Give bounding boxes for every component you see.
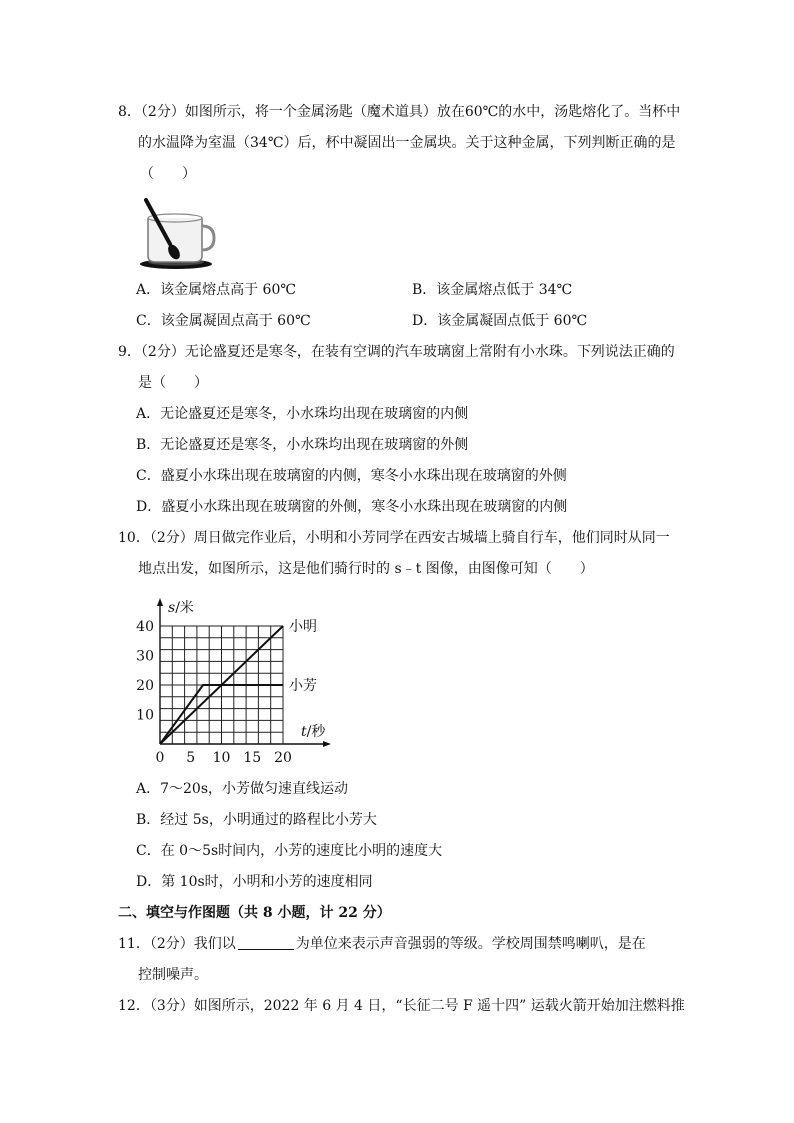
x-tick-label: 5 [186,750,196,766]
section-heading: 二、填空与作图题（共 8 小题，计 22 分） [118,905,391,921]
x-axis-arrow [323,741,331,747]
cup-spoon-figure [136,194,216,274]
q9-line-1: 9．（2分）无论盛夏还是寒冬，在装有空调的汽车玻璃窗上常附有小水珠。下列说法正确的 [118,344,675,360]
s-t-chart [130,588,350,768]
q9-option-d[interactable]: D．盛夏小水珠出现在玻璃窗的外侧，寒冬小水珠出现在玻璃窗的内侧 [136,499,568,515]
q10-option-d[interactable]: D．第 10s时，小明和小芳的速度相同 [136,874,373,890]
q11-line-1 [118,934,646,954]
x-axis-label: t/秒 [301,724,326,740]
series-label-xiaofang: 小芳 [289,678,317,694]
q8-answer-paren: （ ） [140,166,196,182]
x-tick-label: 20 [274,750,292,766]
q8-option-c[interactable]: C．该金属凝固点高于 60℃ [136,313,311,329]
y-tick-label: 10 [136,707,154,724]
x-tick-label: 10 [212,750,231,766]
q8-line-2: 的水温降为室温（34℃）后，杯中凝固出一金属块。关于这种金属，下列判断正确的是 [138,135,676,151]
q12-line-1: 12．（3分）如图所示，2022 年 6 月 4 日，“长征二号 F 遥十四” 运载火箭开始加注燃料推 [118,998,685,1014]
q8-option-a[interactable]: A．该金属熔点高于 60℃ [136,282,297,298]
q9-option-c[interactable]: C．盛夏小水珠出现在玻璃窗的内侧，寒冬小水珠出现在玻璃窗的外侧 [136,468,567,484]
q11-blank[interactable] [238,935,294,950]
x-tick-label: 15 [243,750,262,766]
series-label-xiaoming: 小明 [289,619,317,635]
q10-option-a[interactable]: A．7～20s，小芳做匀速直线运动 [136,781,349,797]
q8-line-1: 8．（2分）如图所示，将一个金属汤匙（魔术道具）放在60℃的水中，汤匙熔化了。当杯中 [118,104,681,120]
y-axis-arrow [157,598,163,606]
q8-option-d[interactable]: D．该金属凝固点低于 60℃ [412,313,588,329]
q10-line-2: 地点出发，如图所示，这是他们骑行时的 s﹣t 图像，由图像可知（ ） [138,561,594,577]
y-axis-label: s/米 [168,600,194,616]
x-tick-label: 0 [155,750,165,766]
q11-line-2: 控制噪声。 [138,967,208,983]
q10-line-1: 10．（2分）周日做完作业后，小明和小芳同学在西安古城墙上骑自行车，他们同时从同一 [118,530,670,546]
q9-line-2: 是（ ） [138,375,208,391]
q11-text-part-1: 11．（2分）我们以 [118,936,236,952]
q10-option-b[interactable]: B．经过 5s，小明通过的路程比小芳大 [136,812,377,828]
y-tick-label: 20 [136,678,154,694]
q10-option-c[interactable]: C．在 0～5s时间内，小芳的速度比小明的速度大 [136,843,443,859]
q8-option-b[interactable]: B．该金属熔点低于 34℃ [412,282,573,298]
q11-text-part-2: 为单位来表示声音强弱的等级。学校周围禁鸣喇叭，是在 [295,936,646,952]
y-tick-label: 30 [136,648,154,665]
q9-option-a[interactable]: A．无论盛夏还是寒冬，小水珠均出现在玻璃窗的内侧 [136,406,469,422]
q9-option-b[interactable]: B．无论盛夏还是寒冬，小水珠均出现在玻璃窗的外侧 [136,437,469,453]
y-tick-label: 40 [136,619,154,635]
